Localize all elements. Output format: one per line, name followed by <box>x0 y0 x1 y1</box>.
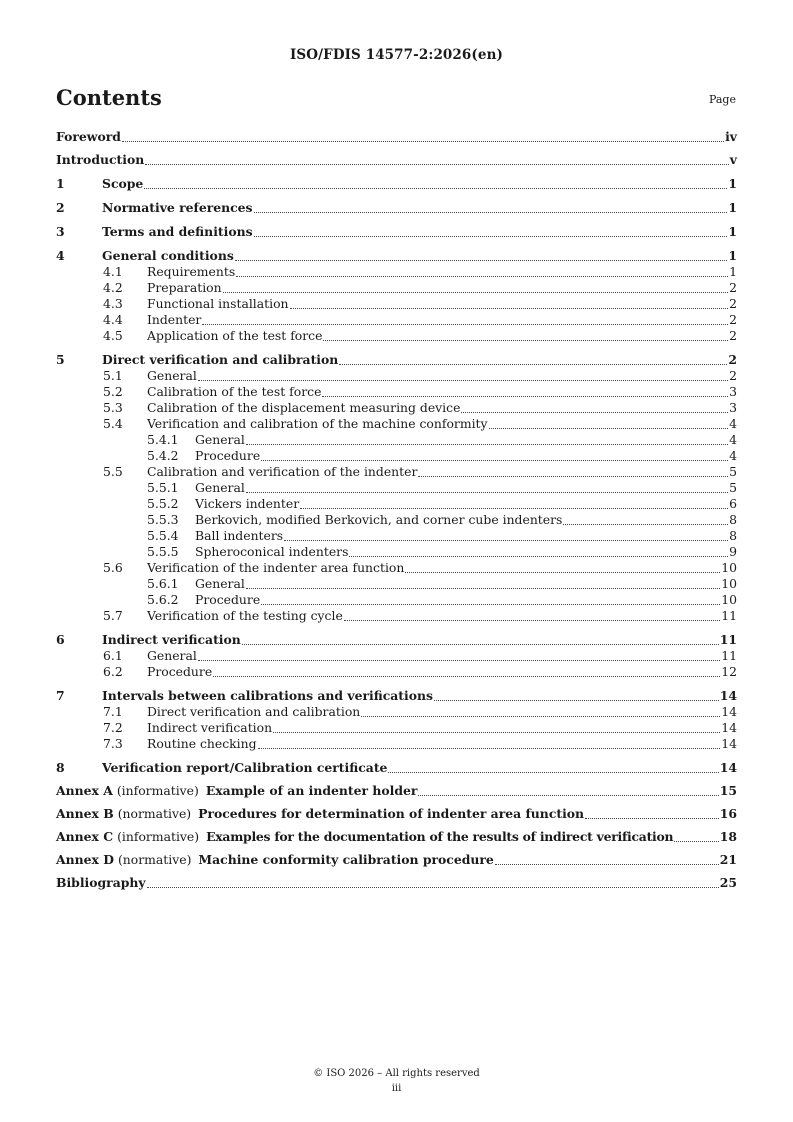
dot-leader <box>284 540 728 541</box>
toc-annex-type: (informative) <box>116 783 199 798</box>
toc-entry-clause-8[interactable] <box>56 760 737 776</box>
toc-number: 4.3 <box>103 296 123 311</box>
toc-entry-annex-d[interactable] <box>56 852 737 868</box>
toc-page: 5 <box>729 480 737 495</box>
dot-leader <box>344 620 720 621</box>
page-title: Contents <box>56 85 162 110</box>
dot-leader <box>144 188 727 189</box>
toc-page: 10 <box>721 560 737 575</box>
toc-page: 4 <box>729 416 737 431</box>
toc-number: 5.1 <box>103 368 123 383</box>
toc-annex-type: (informative) <box>117 829 200 844</box>
dot-leader <box>236 276 728 277</box>
dot-leader <box>242 644 719 645</box>
toc-title: Procedure <box>195 592 261 607</box>
toc-entry-5-6-1[interactable] <box>56 576 737 592</box>
toc-page: 11 <box>721 608 737 623</box>
toc-page: 10 <box>721 576 737 591</box>
dot-leader <box>122 141 724 142</box>
toc-title: Procedure <box>147 664 213 679</box>
toc-title: Foreword <box>56 129 121 144</box>
toc-annex-label: Annex B <box>56 806 114 821</box>
toc-page: 2 <box>729 328 737 343</box>
toc-title: General <box>147 648 197 663</box>
toc-entry-clause-7[interactable] <box>56 688 737 704</box>
toc-number: 6.2 <box>103 664 123 679</box>
toc-title: Verification of the testing cycle <box>147 608 343 623</box>
toc-entry-5-5-5[interactable] <box>56 544 737 560</box>
toc-title: Application of the test force <box>147 328 323 343</box>
dot-leader <box>349 556 728 557</box>
toc-title: Examples for the documentation of the results of indirect verification <box>206 829 674 844</box>
dot-leader <box>223 292 729 293</box>
toc-page: v <box>729 152 737 167</box>
toc-page: 6 <box>729 496 737 511</box>
toc-title: General <box>195 480 245 495</box>
toc-entry-5-5-4[interactable] <box>56 528 737 544</box>
dot-leader <box>198 660 720 661</box>
toc-page: 10 <box>721 592 737 607</box>
toc-title: Procedures for determination of indenter area function <box>198 806 585 821</box>
toc-entry-5-4[interactable] <box>56 416 737 432</box>
toc-annex-label: Annex A <box>56 783 113 798</box>
toc-entry-4-5[interactable] <box>56 328 737 344</box>
toc-page: 8 <box>729 528 737 543</box>
toc-entry-annex-b[interactable] <box>56 806 737 822</box>
dot-leader <box>339 364 727 365</box>
toc-page: 4 <box>729 448 737 463</box>
toc-page: 14 <box>721 704 737 719</box>
toc-entry-introduction[interactable] <box>56 152 737 168</box>
toc-page: 3 <box>729 400 737 415</box>
toc-entry-6-2[interactable] <box>56 664 737 680</box>
toc-page: 2 <box>729 296 737 311</box>
toc-entry-clause-3[interactable] <box>56 224 737 240</box>
toc-page: 15 <box>719 783 737 798</box>
toc-number: 7.2 <box>103 720 123 735</box>
toc-title: Calibration of the displacement measuring device <box>147 400 461 415</box>
dot-leader <box>147 887 719 888</box>
toc-entry-7-3[interactable] <box>56 736 737 752</box>
toc-annex-type: (normative) <box>117 806 192 821</box>
toc-page: 12 <box>721 664 737 679</box>
toc-entry-foreword[interactable] <box>56 129 737 145</box>
toc-title: General <box>195 576 245 591</box>
toc-title: Calibration of the test force <box>147 384 322 399</box>
dot-leader <box>674 841 718 842</box>
toc-title: General conditions <box>102 248 234 263</box>
toc-entry-5-3[interactable] <box>56 400 737 416</box>
toc-title: Verification of the indenter area function <box>147 560 405 575</box>
toc-title: Direct verification and calibration <box>102 352 339 367</box>
dot-leader <box>585 818 719 819</box>
toc-title: Procedure <box>195 448 261 463</box>
document-header: ISO/FDIS 14577-2:2026(en) <box>289 47 503 63</box>
toc-title: Indirect verification <box>147 720 273 735</box>
toc-title: Functional installation <box>147 296 289 311</box>
toc-title: Machine conformity calibration procedure <box>198 852 494 867</box>
toc-title: Ball indenters <box>195 528 284 543</box>
toc-page: 2 <box>729 280 737 295</box>
toc-number: 7.1 <box>103 704 123 719</box>
toc-title: Bibliography <box>56 875 146 890</box>
toc-number: 8 <box>56 760 65 775</box>
dot-leader <box>418 795 718 796</box>
dot-leader <box>563 524 728 525</box>
toc-title: General <box>195 432 245 447</box>
toc-number: 7 <box>56 688 65 703</box>
toc-number: 7.3 <box>103 736 123 751</box>
toc-title: Vickers indenter <box>195 496 300 511</box>
toc-page: 4 <box>729 432 737 447</box>
dot-leader <box>405 572 720 573</box>
toc-page: 11 <box>721 648 737 663</box>
dot-leader <box>361 716 720 717</box>
toc-number: 3 <box>56 224 65 239</box>
dot-leader <box>461 412 728 413</box>
toc-page: 14 <box>719 760 737 775</box>
dot-leader <box>202 324 728 325</box>
toc-entry-5-5-3[interactable] <box>56 512 737 528</box>
toc-number: 5.5.4 <box>147 528 179 543</box>
toc-number: 5.4 <box>103 416 123 431</box>
toc-title: Normative references <box>102 200 253 215</box>
toc-page: 2 <box>729 312 737 327</box>
dot-leader <box>254 212 728 213</box>
toc-page: 1 <box>729 264 737 279</box>
dot-leader <box>434 700 719 701</box>
toc-page: 1 <box>728 176 737 191</box>
toc-number: 1 <box>56 176 65 191</box>
toc-number: 5 <box>56 352 65 367</box>
toc-number: 5.6 <box>103 560 123 575</box>
toc-number: 5.5 <box>103 464 123 479</box>
toc-entry-clause-2[interactable] <box>56 200 737 216</box>
toc-entry-annex-c[interactable] <box>56 829 737 845</box>
toc-page: 9 <box>729 544 737 559</box>
toc-entry-4-4[interactable] <box>56 312 737 328</box>
toc-title: Berkovich, modified Berkovich, and corner cube indenters <box>195 512 563 527</box>
toc-page: 14 <box>721 720 737 735</box>
toc-number: 5.5.3 <box>147 512 179 527</box>
toc-number: 4 <box>56 248 65 263</box>
toc-title: Intervals between calibrations and verifications <box>102 688 433 703</box>
toc-entry-5-4-1[interactable] <box>56 432 737 448</box>
toc-entry-7-2[interactable] <box>56 720 737 736</box>
toc-page: 8 <box>729 512 737 527</box>
toc-title: Example of an indenter holder <box>205 783 418 798</box>
toc-number: 5.7 <box>103 608 123 623</box>
dot-leader <box>258 748 721 749</box>
toc-title: Routine checking <box>147 736 257 751</box>
dot-leader <box>246 588 720 589</box>
toc-title: Terms and definitions <box>102 224 253 239</box>
toc-number: 6.1 <box>103 648 123 663</box>
toc-title: Indenter <box>147 312 202 327</box>
dot-leader <box>388 772 718 773</box>
toc-title: Calibration and verification of the indenter <box>147 464 418 479</box>
toc-page: 3 <box>729 384 737 399</box>
toc-title: Spheroconical indenters <box>195 544 349 559</box>
toc-page: 2 <box>728 352 737 367</box>
toc-number: 4.5 <box>103 328 123 343</box>
toc-entry-clause-6[interactable] <box>56 632 737 648</box>
dot-leader <box>300 508 728 509</box>
toc-number: 5.3 <box>103 400 123 415</box>
toc-entry-annex-a[interactable] <box>56 783 737 799</box>
toc-number: 5.6.2 <box>147 592 179 607</box>
toc-number: 5.4.2 <box>147 448 179 463</box>
toc-page: 14 <box>719 688 737 703</box>
toc-page: 25 <box>719 875 737 890</box>
toc-page: 14 <box>721 736 737 751</box>
dot-leader <box>322 396 728 397</box>
toc-title: Scope <box>102 176 144 191</box>
toc-page: iv <box>725 129 737 144</box>
toc-number: 2 <box>56 200 65 215</box>
dot-leader <box>290 308 729 309</box>
toc-entry-4-1[interactable] <box>56 264 737 280</box>
toc-entry-7-1[interactable] <box>56 704 737 720</box>
dot-leader <box>246 444 728 445</box>
toc-title: Direct verification and calibration <box>147 704 361 719</box>
toc-entry-bibliography[interactable] <box>56 875 737 891</box>
dot-leader <box>489 428 729 429</box>
toc-number: 5.6.1 <box>147 576 179 591</box>
toc-page: 16 <box>719 806 737 821</box>
toc-annex-label: Annex C <box>56 829 114 844</box>
dot-leader <box>235 260 728 261</box>
toc-annex-type: (normative) <box>117 852 192 867</box>
toc-annex-label: Annex D <box>56 852 114 867</box>
dot-leader <box>261 460 728 461</box>
dot-leader <box>273 732 720 733</box>
page-footer <box>0 1066 793 1096</box>
toc-number: 5.4.1 <box>147 432 179 447</box>
toc-page: 1 <box>728 200 737 215</box>
toc-number: 5.5.2 <box>147 496 179 511</box>
toc-entry-5-5-2[interactable] <box>56 496 737 512</box>
toc-number: 4.4 <box>103 312 123 327</box>
dot-leader <box>254 236 728 237</box>
toc-title: Indirect verification <box>102 632 241 647</box>
toc-entry-5-1[interactable] <box>56 368 737 384</box>
toc-page: 1 <box>728 224 737 239</box>
toc-title: Verification and calibration of the machine conformity <box>147 416 488 431</box>
toc-number: 5.2 <box>103 384 123 399</box>
dot-leader <box>198 380 728 381</box>
toc-entry-clause-4[interactable] <box>56 248 737 264</box>
toc-entry-clause-5[interactable] <box>56 352 737 368</box>
page-column-label: Page <box>708 93 736 106</box>
toc-title: Verification report/Calibration certificate <box>102 760 388 775</box>
toc-entry-clause-1[interactable] <box>56 176 737 192</box>
toc-entry-6-1[interactable] <box>56 648 737 664</box>
toc-page: 18 <box>719 829 737 844</box>
toc-entry-5-5[interactable] <box>56 464 737 480</box>
toc-entry-4-2[interactable] <box>56 280 737 296</box>
toc-entry-5-5-1[interactable] <box>56 480 737 496</box>
toc-title: General <box>147 368 197 383</box>
toc-title: Preparation <box>147 280 222 295</box>
dot-leader <box>246 492 728 493</box>
toc-entry-4-3[interactable] <box>56 296 737 312</box>
dot-leader <box>145 164 729 165</box>
toc-page: 21 <box>719 852 737 867</box>
toc-entry-5-6[interactable] <box>56 560 737 576</box>
toc-number: 4.1 <box>103 264 123 279</box>
toc-page: 2 <box>729 368 737 383</box>
dot-leader <box>323 340 728 341</box>
toc-page: 11 <box>719 632 737 647</box>
toc-entry-5-2[interactable] <box>56 384 737 400</box>
toc-number: 5.5.1 <box>147 480 179 495</box>
toc-page: 1 <box>728 248 737 263</box>
toc-entry-5-7[interactable] <box>56 608 737 624</box>
dot-leader <box>213 676 720 677</box>
toc-number: 6 <box>56 632 65 647</box>
toc-entry-5-6-2[interactable] <box>56 592 737 608</box>
toc-number: 4.2 <box>103 280 123 295</box>
toc-page: 5 <box>729 464 737 479</box>
toc-entry-5-4-2[interactable] <box>56 448 737 464</box>
toc-title: Requirements <box>147 264 236 279</box>
toc-title: Introduction <box>56 152 145 167</box>
dot-leader <box>495 864 719 865</box>
toc-number: 5.5.5 <box>147 544 179 559</box>
dot-leader <box>261 604 720 605</box>
copyright-notice: © ISO 2026 – All rights reserved <box>313 1068 480 1079</box>
table-of-contents <box>56 129 737 891</box>
page-number: iii <box>391 1083 402 1094</box>
dot-leader <box>418 476 728 477</box>
